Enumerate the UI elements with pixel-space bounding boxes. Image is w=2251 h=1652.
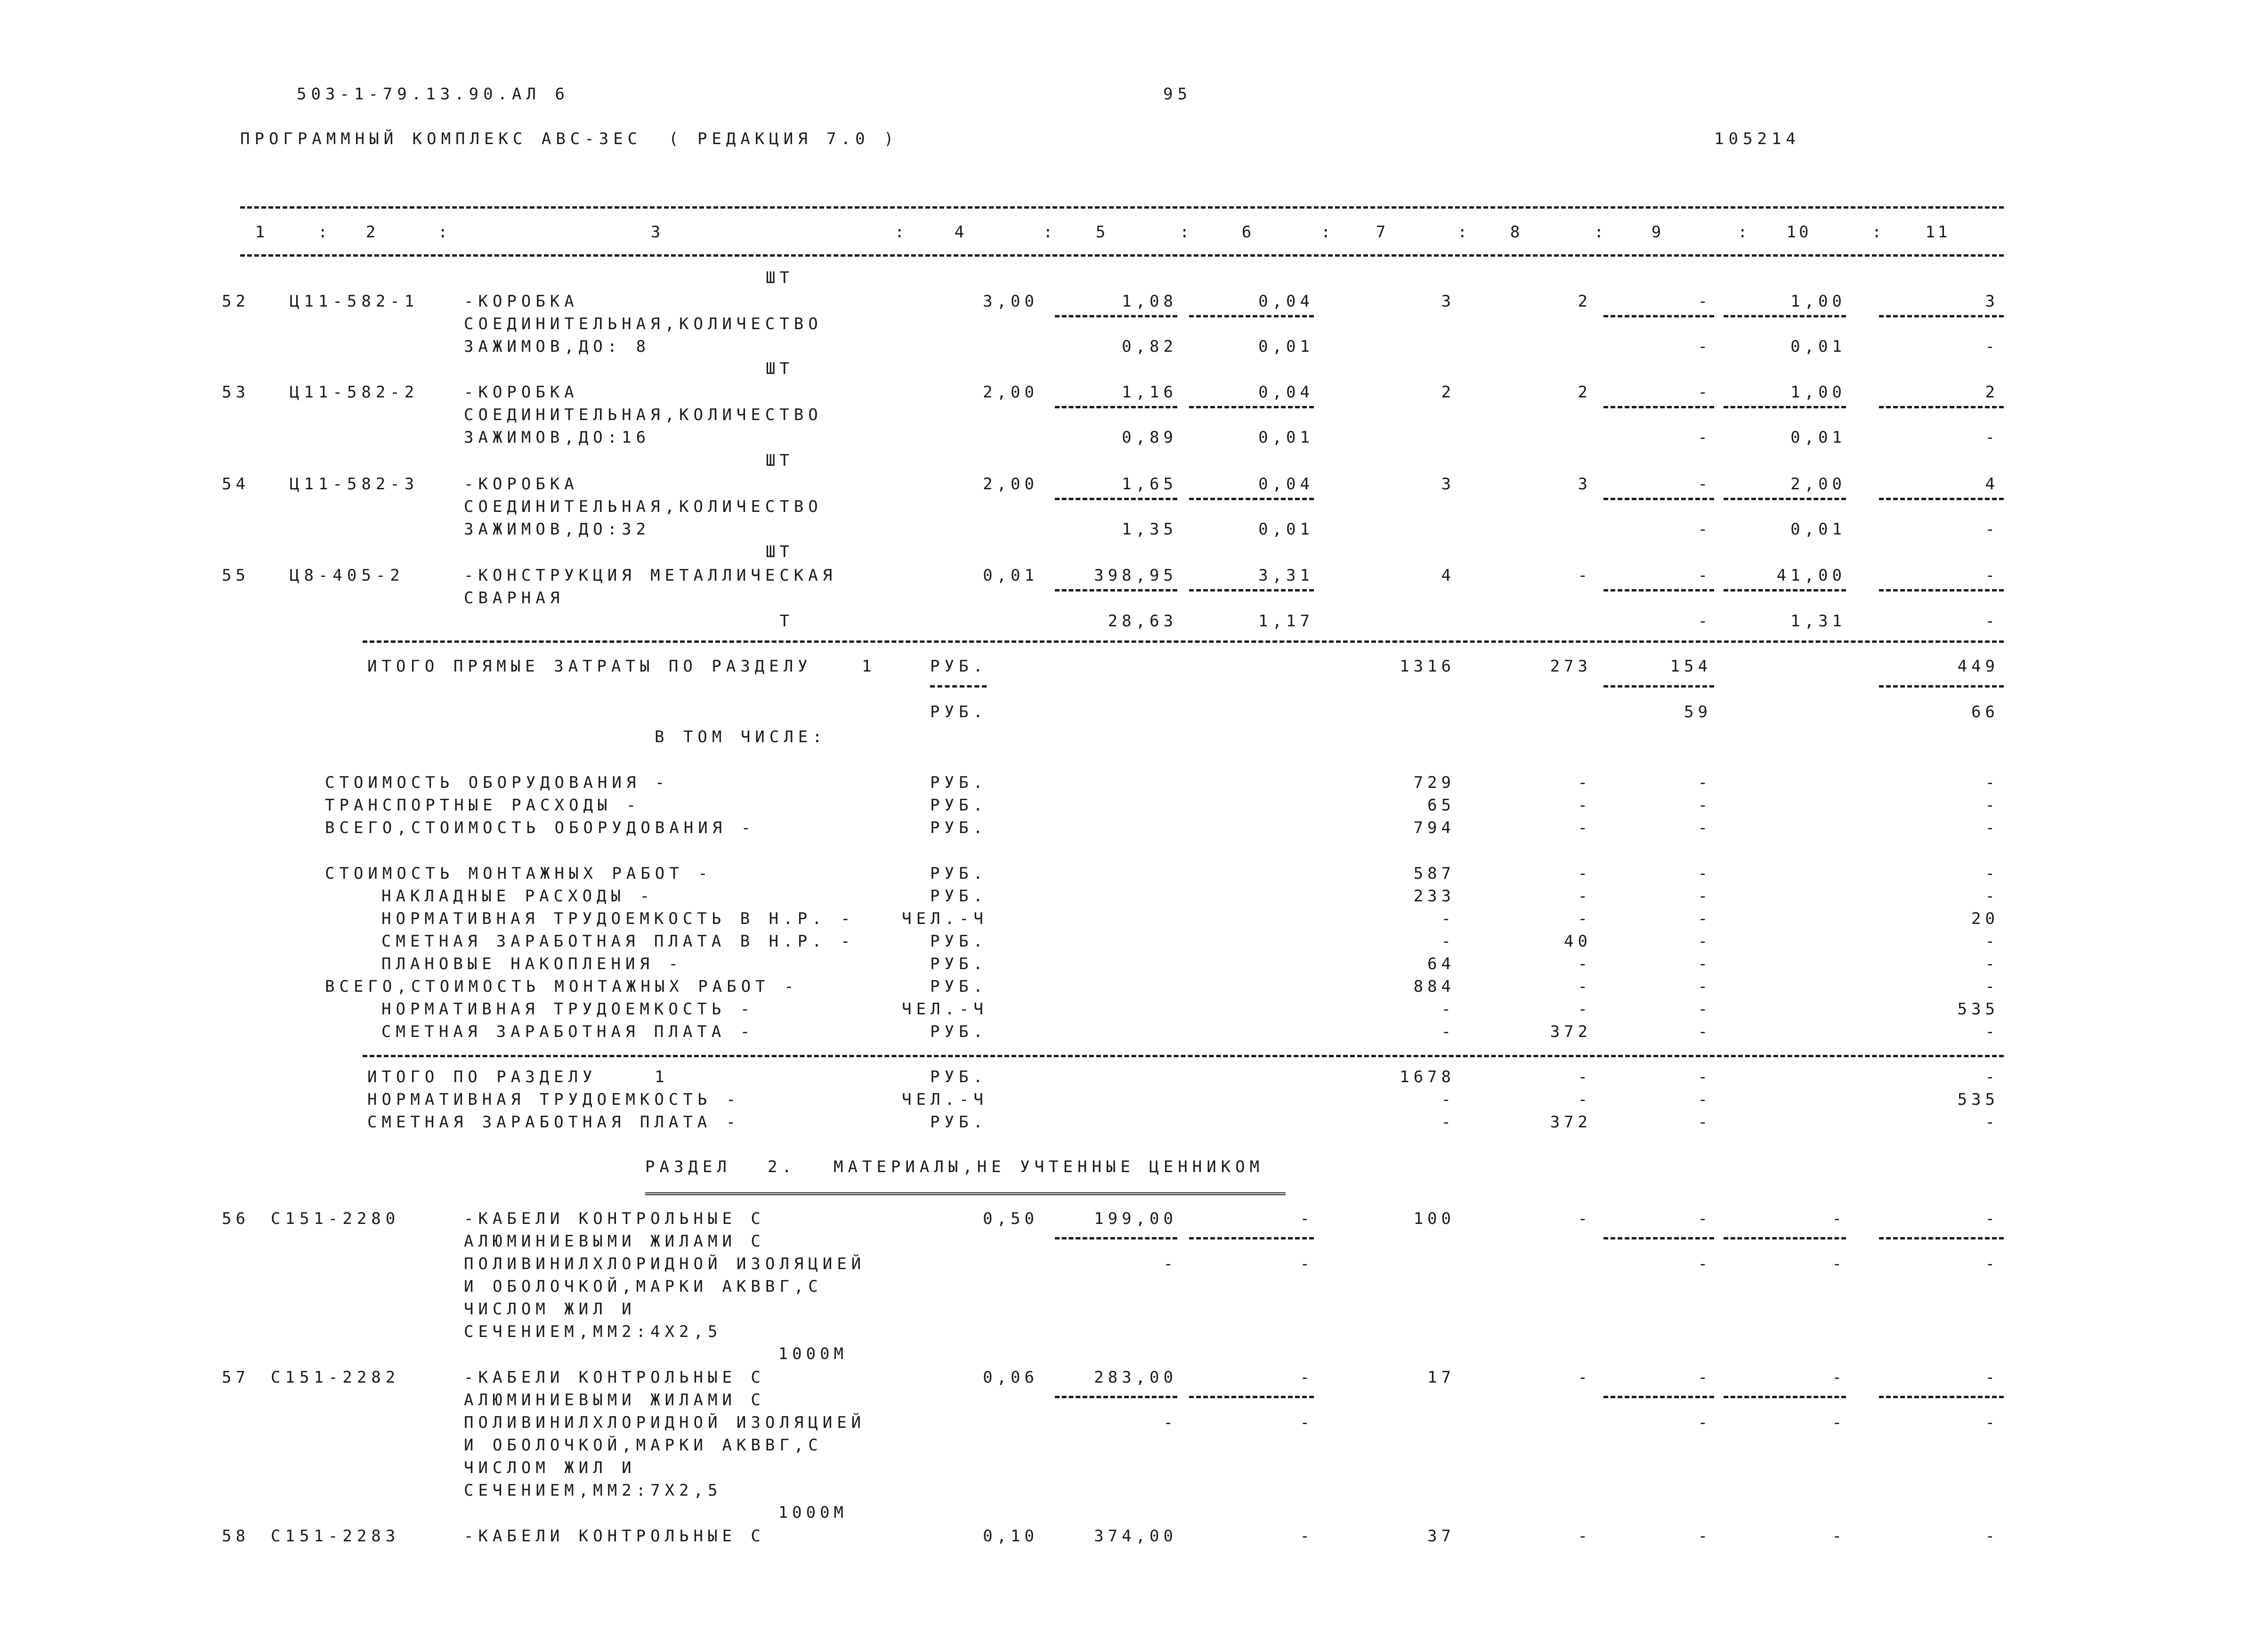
subcell-c6: 0,01: [1258, 337, 1314, 356]
cell-c10: 41,00: [1776, 566, 1846, 585]
summary-c9: -: [1698, 864, 1712, 883]
unit-label: РУБ.: [930, 932, 988, 951]
subcell-c6: 1,17: [1258, 612, 1314, 631]
cell-rule: [1603, 685, 1714, 688]
summary-c8: -: [1578, 864, 1592, 883]
row-number: 57: [222, 1368, 250, 1387]
cell-rule: [1055, 406, 1177, 408]
summary-label: ТРАНСПОРТНЫЕ РАСХОДЫ -: [325, 796, 641, 815]
cell-c6: 0,04: [1258, 475, 1314, 494]
summary-label: НОРМАТИВНАЯ ТРУДОЕМКОСТЬ -: [381, 1000, 755, 1019]
column-header-7: 7: [1376, 223, 1389, 242]
subcell-c9: -: [1698, 337, 1712, 356]
cell-rule: [1879, 589, 2004, 591]
cell-c10: 2,00: [1790, 475, 1846, 494]
summary-c11: -: [1985, 955, 1999, 973]
item-name-line: ПОЛИВИНИЛХЛОРИДНОЙ ИЗОЛЯЦИЕЙ: [464, 1255, 866, 1273]
cell-c6: -: [1300, 1368, 1314, 1387]
section-summary-c11: 535: [1957, 1090, 1999, 1109]
subcell-c9: -: [1698, 612, 1712, 631]
total-c8: 273: [1550, 657, 1592, 676]
section-summary-c11: -: [1985, 1113, 1999, 1132]
item-name-line: ЧИСЛОМ ЖИЛ И: [464, 1458, 636, 1477]
cell-c5: 1,65: [1122, 475, 1177, 494]
price-code: Ц11-582-3: [290, 475, 419, 494]
cell-c5: 398,95: [1094, 566, 1177, 585]
summary-c8: 372: [1550, 1022, 1592, 1041]
summary-c7: 65: [1427, 796, 1455, 815]
summary-c11: -: [1985, 864, 1999, 883]
summary-label: СТОИМОСТЬ МОНТАЖНЫХ РАБОТ -: [325, 864, 713, 883]
row-number: 55: [222, 566, 250, 585]
cell-rule: [1603, 315, 1714, 317]
unit-label: ШТ: [766, 359, 794, 378]
column-header-4: 4: [954, 223, 967, 242]
price-code: Ц11-582-2: [290, 383, 419, 402]
cell-rule: [1879, 406, 2004, 408]
item-name-line: АЛЮМИНИЕВЫМИ ЖИЛАМИ С: [464, 1232, 765, 1251]
item-name-line: И ОБОЛОЧКОЙ,МАРКИ АКВВГ,С: [464, 1436, 823, 1455]
cell-rule: [1724, 1396, 1846, 1398]
price-code: Ц11-582-1: [290, 292, 419, 311]
cell-rule: [1055, 1237, 1177, 1239]
cell-c11: -: [1985, 1368, 1999, 1387]
item-name-line: ПОЛИВИНИЛХЛОРИДНОЙ ИЗОЛЯЦИЕЙ: [464, 1413, 866, 1432]
summary-c8: -: [1578, 1000, 1592, 1019]
cell-c9: -: [1698, 292, 1712, 311]
section-summary-c8: -: [1578, 1090, 1592, 1109]
unit-label: РУБ.: [930, 703, 988, 721]
unit-label: РУБ.: [930, 864, 988, 883]
summary-label: НОРМАТИВНАЯ ТРУДОЕМКОСТЬ В Н.Р. -: [381, 909, 855, 928]
subcell-c10: 0,01: [1790, 520, 1846, 539]
row-number: 54: [222, 475, 250, 494]
item-name-line: СОЕДИНИТЕЛЬНАЯ,КОЛИЧЕСТВО: [464, 315, 823, 333]
cell-rule: [1189, 1237, 1314, 1239]
unit-label: РУБ.: [930, 657, 988, 676]
total-c9: 154: [1670, 657, 1712, 676]
summary-c11: -: [1985, 1022, 1999, 1041]
total-sub-c11: 66: [1971, 703, 1999, 721]
summary-c9: -: [1698, 1000, 1712, 1019]
header-bottom-rule: [240, 254, 2004, 257]
doc-number: 105214: [1714, 130, 1800, 148]
summary-c7: 794: [1413, 818, 1455, 837]
unit-label: ШТ: [766, 268, 794, 287]
cell-c9: -: [1698, 475, 1712, 494]
cell-c4: 3,00: [983, 292, 1038, 311]
summary-label: СМЕТНАЯ ЗАРАБОТНАЯ ПЛАТА -: [381, 1022, 755, 1041]
summary-c7: -: [1441, 1000, 1455, 1019]
column-separator: :: [438, 223, 453, 242]
cell-c11: 2: [1985, 383, 1999, 402]
cell-rule: [1055, 315, 1177, 317]
cell-c11: -: [1985, 1209, 1999, 1228]
unit-label: РУБ.: [930, 818, 988, 837]
cell-c7: 2: [1441, 383, 1455, 402]
cell-rule: [1879, 1396, 2004, 1398]
column-header-5: 5: [1095, 223, 1109, 242]
cell-rule: [1724, 1237, 1846, 1239]
summary-c9: -: [1698, 977, 1712, 996]
price-code: С151-2283: [271, 1527, 400, 1546]
item-name-line: -КОРОБКА: [464, 383, 579, 402]
subcell-c10: 0,01: [1790, 428, 1846, 447]
cell-c7: 17: [1427, 1368, 1455, 1387]
item-name-line: ЗАЖИМОВ,ДО: 8: [464, 337, 651, 356]
cell-c8: 3: [1578, 475, 1592, 494]
cell-c8: -: [1578, 566, 1592, 585]
row-number: 58: [222, 1527, 250, 1546]
summary-c7: 64: [1427, 955, 1455, 973]
summary-c11: -: [1985, 932, 1999, 951]
item-name-line: -КАБЕЛИ КОНТРОЛЬНЫЕ С: [464, 1209, 765, 1228]
summary-c9: -: [1698, 909, 1712, 928]
price-code: Ц8-405-2: [290, 566, 405, 585]
row-number: 52: [222, 292, 250, 311]
cell-c9: -: [1698, 1368, 1712, 1387]
section-summary-c9: -: [1698, 1068, 1712, 1086]
cell-rule: [1724, 498, 1846, 500]
unit-label: ЧЕЛ.-Ч: [902, 1090, 988, 1109]
program-name: ПРОГРАММНЫЙ КОМПЛЕКС АВС-3ЕС: [240, 130, 642, 148]
subcell-c9: -: [1698, 428, 1712, 447]
page-number: 95: [1163, 85, 1192, 104]
cell-c5: 283,00: [1094, 1368, 1177, 1387]
item-name-line: -КОРОБКА: [464, 475, 579, 494]
summary-c7: 233: [1413, 887, 1455, 906]
summary-c9: -: [1698, 1022, 1712, 1041]
unit-label: ШТ: [766, 543, 794, 561]
subcell-c6: 0,01: [1258, 428, 1314, 447]
column-separator: :: [1180, 223, 1194, 242]
cell-c7: 37: [1427, 1527, 1455, 1546]
column-header-2: 2: [365, 223, 379, 242]
summary-c8: -: [1578, 773, 1592, 792]
subcell-c11: -: [1985, 428, 1999, 447]
item-name-line: -КАБЕЛИ КОНТРОЛЬНЫЕ С: [464, 1368, 765, 1387]
cell-rule: [1879, 498, 2004, 500]
column-header-9: 9: [1651, 223, 1664, 242]
item-name-line: ЗАЖИМОВ,ДО:16: [464, 428, 651, 447]
cell-rule: [1189, 406, 1314, 408]
cell-rule: [1055, 498, 1177, 500]
cell-rule: [1603, 589, 1714, 591]
subcell-c6: 0,01: [1258, 520, 1314, 539]
subcell-c11: -: [1985, 1413, 1999, 1432]
cell-rule: [1603, 1396, 1714, 1398]
item-name-line: -КОРОБКА: [464, 292, 579, 311]
cell-rule: [1724, 589, 1846, 591]
cell-rule: [1603, 1237, 1714, 1239]
section-number: 2.: [768, 1158, 796, 1176]
subcell-c9: -: [1698, 520, 1712, 539]
cell-c8: -: [1578, 1527, 1592, 1546]
cell-rule: [1879, 1237, 2004, 1239]
unit-label: РУБ.: [930, 1068, 988, 1086]
column-header-11: 11: [1925, 223, 1951, 242]
subcell-c11: -: [1985, 1255, 1999, 1273]
cell-c5: 199,00: [1094, 1209, 1177, 1228]
cell-c7: 3: [1441, 475, 1455, 494]
summary-c8: -: [1578, 909, 1592, 928]
cell-c10: 1,00: [1790, 383, 1846, 402]
subcell-c5: 0,89: [1122, 428, 1177, 447]
section-summary-c7: 1678: [1400, 1068, 1455, 1086]
cell-c7: 4: [1441, 566, 1455, 585]
section-summary-c11: -: [1985, 1068, 1999, 1086]
summary-c8: -: [1578, 887, 1592, 906]
summary-c11: -: [1985, 818, 1999, 837]
section-summary-c9: -: [1698, 1113, 1712, 1132]
summary-c7: -: [1441, 909, 1455, 928]
unit-label: РУБ.: [930, 1022, 988, 1041]
unit-label: РУБ.: [930, 887, 988, 906]
item-name-line: СЕЧЕНИЕМ,ММ2:4Х2,5: [464, 1322, 722, 1341]
subcell-c10: 0,01: [1790, 337, 1846, 356]
summary-label: ВСЕГО,СТОИМОСТЬ ОБОРУДОВАНИЯ -: [325, 818, 756, 837]
summary-c11: -: [1985, 773, 1999, 792]
column-header-6: 6: [1241, 223, 1255, 242]
summary-c11: -: [1985, 887, 1999, 906]
section-summary-label: СМЕТНАЯ ЗАРАБОТНАЯ ПЛАТА -: [367, 1113, 741, 1132]
column-separator: :: [1738, 223, 1752, 242]
subcell-c9: -: [1698, 1255, 1712, 1273]
cell-rule: [1724, 406, 1846, 408]
cell-c4: 0,01: [983, 566, 1038, 585]
subcell-c10: -: [1832, 1413, 1846, 1432]
cell-c11: 4: [1985, 475, 1999, 494]
subcell-c5: -: [1163, 1413, 1177, 1432]
cell-c11: 3: [1985, 292, 1999, 311]
summary-label: ПЛАНОВЫЕ НАКОПЛЕНИЯ -: [381, 955, 683, 973]
cell-c6: -: [1300, 1209, 1314, 1228]
summary-c11: 535: [1957, 1000, 1999, 1019]
cell-c9: -: [1698, 1209, 1712, 1228]
price-code: С151-2282: [271, 1368, 400, 1387]
summary-label: ВСЕГО,СТОИМОСТЬ МОНТАЖНЫХ РАБОТ -: [325, 977, 799, 996]
cell-rule: [1724, 315, 1846, 317]
cell-c4: 2,00: [983, 383, 1038, 402]
cell-c9: -: [1698, 383, 1712, 402]
cell-c8: 2: [1578, 292, 1592, 311]
cell-c8: -: [1578, 1209, 1592, 1228]
column-separator: :: [895, 223, 909, 242]
subcell-c5: 0,82: [1122, 337, 1177, 356]
cell-c4: 0,06: [983, 1368, 1038, 1387]
summary-c9: -: [1698, 955, 1712, 973]
unit-label: РУБ.: [930, 773, 988, 792]
column-header-3: 3: [650, 223, 664, 242]
cell-c8: 2: [1578, 383, 1592, 402]
unit-label: РУБ.: [930, 955, 988, 973]
cell-c11: -: [1985, 566, 1999, 585]
unit-label: ШТ: [766, 451, 794, 470]
cell-rule: [1189, 1396, 1314, 1398]
column-separator: :: [1457, 223, 1472, 242]
cell-c10: -: [1832, 1527, 1846, 1546]
summary-c7: -: [1441, 1022, 1455, 1041]
total-c11: 449: [1957, 657, 1999, 676]
summary-c7: -: [1441, 932, 1455, 951]
unit-label: 1000М: [778, 1503, 848, 1522]
item-name-line: И ОБОЛОЧКОЙ,МАРКИ АКВВГ,С: [464, 1277, 823, 1296]
table-top-rule: [240, 206, 2004, 209]
subcell-c10: 1,31: [1790, 612, 1846, 631]
summary-c9: -: [1698, 796, 1712, 815]
cell-c10: -: [1832, 1368, 1846, 1387]
cell-rule: [1603, 406, 1714, 408]
cell-rule: [1879, 315, 2004, 317]
section-label: РАЗДЕЛ: [645, 1158, 731, 1176]
subcell-c10: -: [1832, 1255, 1846, 1273]
cell-c5: 1,16: [1122, 383, 1177, 402]
item-name-line: -КАБЕЛИ КОНТРОЛЬНЫЕ С: [464, 1527, 765, 1546]
cell-c5: 374,00: [1094, 1527, 1177, 1546]
summary-label: НАКЛАДНЫЕ РАСХОДЫ -: [381, 887, 654, 906]
program-edition: ( РЕДАКЦИЯ 7.0 ): [669, 130, 899, 148]
summary-c11: -: [1985, 977, 1999, 996]
subcell-c5: 1,35: [1122, 520, 1177, 539]
cell-c5: 1,08: [1122, 292, 1177, 311]
subcell-c6: -: [1300, 1255, 1314, 1273]
subcell-c9: -: [1698, 1413, 1712, 1432]
subcell-c5: -: [1163, 1255, 1177, 1273]
section-title-rule: [645, 1192, 1286, 1195]
cell-c10: 1,00: [1790, 292, 1846, 311]
unit-label: ЧЕЛ.-Ч: [902, 909, 988, 928]
section-total-rule: [363, 640, 2004, 643]
doc-code: 503-1-79.13.90.АЛ 6: [297, 85, 569, 104]
column-header-1: 1: [255, 223, 268, 242]
item-name-line: СЕЧЕНИЕМ,ММ2:7Х2,5: [464, 1481, 722, 1500]
cell-c9: -: [1698, 1527, 1712, 1546]
row-number: 56: [222, 1209, 250, 1228]
summary-c7: 729: [1413, 773, 1455, 792]
cell-c4: 0,10: [983, 1527, 1038, 1546]
column-separator: :: [1872, 223, 1887, 242]
column-separator: :: [1043, 223, 1058, 242]
cell-rule: [1055, 1396, 1177, 1398]
cell-rule: [930, 685, 987, 688]
cell-c9: -: [1698, 566, 1712, 585]
section-total-number: 1: [862, 657, 876, 676]
column-separator: :: [1594, 223, 1609, 242]
item-name-line: АЛЮМИНИЕВЫМИ ЖИЛАМИ С: [464, 1391, 765, 1409]
subcell-c11: -: [1985, 520, 1999, 539]
subcell-c6: -: [1300, 1413, 1314, 1432]
cell-c6: 0,04: [1258, 292, 1314, 311]
cell-c8: -: [1578, 1368, 1592, 1387]
summary-label: СТОИМОСТЬ ОБОРУДОВАНИЯ -: [325, 773, 670, 792]
summary-c9: -: [1698, 818, 1712, 837]
cell-rule: [1055, 589, 1177, 591]
column-separator: :: [1321, 223, 1336, 242]
summary-c8: -: [1578, 955, 1592, 973]
item-name-line: СОЕДИНИТЕЛЬНАЯ,КОЛИЧЕСТВО: [464, 405, 823, 424]
cell-c4: 2,00: [983, 475, 1038, 494]
including-label: В ТОМ ЧИСЛЕ:: [655, 728, 827, 746]
section-summary-c7: -: [1441, 1090, 1455, 1109]
unit-label: РУБ.: [930, 1113, 988, 1132]
column-separator: :: [318, 223, 332, 242]
summary-c9: -: [1698, 773, 1712, 792]
section-summary-c9: -: [1698, 1090, 1712, 1109]
price-code: С151-2280: [271, 1209, 400, 1228]
summary-c11: 20: [1971, 909, 1999, 928]
cell-c6: 0,04: [1258, 383, 1314, 402]
section-summary-c7: -: [1441, 1113, 1455, 1132]
summary-c9: -: [1698, 887, 1712, 906]
subcell-c11: -: [1985, 337, 1999, 356]
column-header-10: 10: [1786, 223, 1812, 242]
summary-c9: -: [1698, 932, 1712, 951]
section-summary-number: 1: [655, 1068, 669, 1086]
cell-rule: [1189, 498, 1314, 500]
total-c7: 1316: [1400, 657, 1455, 676]
section-summary-rule: [363, 1055, 2004, 1057]
cell-c7: 100: [1413, 1209, 1455, 1228]
summary-c7: 587: [1413, 864, 1455, 883]
item-name-line: СВАРНАЯ: [464, 589, 565, 607]
unit-label: РУБ.: [930, 796, 988, 815]
total-sub-c9: 59: [1684, 703, 1712, 721]
cell-c10: -: [1832, 1209, 1846, 1228]
item-name-line: -КОНСТРУКЦИЯ МЕТАЛЛИЧЕСКАЯ: [464, 566, 837, 585]
summary-c8: -: [1578, 796, 1592, 815]
cell-rule: [1603, 498, 1714, 500]
unit-label: Т: [779, 612, 794, 631]
subcell-c5: 28,63: [1108, 612, 1177, 631]
item-name-line: ЧИСЛОМ ЖИЛ И: [464, 1300, 636, 1319]
cell-rule: [1189, 315, 1314, 317]
summary-label: СМЕТНАЯ ЗАРАБОТНАЯ ПЛАТА В Н.Р. -: [381, 932, 855, 951]
unit-label: РУБ.: [930, 977, 988, 996]
summary-c8: -: [1578, 818, 1592, 837]
section-summary-label: ИТОГО ПО РАЗДЕЛУ: [367, 1068, 597, 1086]
cell-c7: 3: [1441, 292, 1455, 311]
item-name-line: СОЕДИНИТЕЛЬНАЯ,КОЛИЧЕСТВО: [464, 497, 823, 516]
section-summary-label: НОРМАТИВНАЯ ТРУДОЕМКОСТЬ -: [367, 1090, 741, 1109]
section-summary-c8: 372: [1550, 1113, 1592, 1132]
cell-rule: [1189, 589, 1314, 591]
section-summary-c8: -: [1578, 1068, 1592, 1086]
cell-c4: 0,50: [983, 1209, 1038, 1228]
cell-rule: [1879, 685, 2004, 688]
cell-c6: -: [1300, 1527, 1314, 1546]
item-name-line: ЗАЖИМОВ,ДО:32: [464, 520, 651, 539]
summary-c8: -: [1578, 977, 1592, 996]
cell-c6: 3,31: [1258, 566, 1314, 585]
column-header-8: 8: [1510, 223, 1523, 242]
subcell-c11: -: [1985, 612, 1999, 631]
summary-c8: 40: [1564, 932, 1592, 951]
section-title: МАТЕРИАЛЫ,НЕ УЧТЕННЫЕ ЦЕННИКОМ: [834, 1158, 1264, 1176]
unit-label: ЧЕЛ.-Ч: [902, 1000, 988, 1019]
cell-c11: -: [1985, 1527, 1999, 1546]
summary-c11: -: [1985, 796, 1999, 815]
row-number: 53: [222, 383, 250, 402]
summary-c7: 884: [1413, 977, 1455, 996]
unit-label: 1000М: [778, 1344, 848, 1363]
section-total-label: ИТОГО ПРЯМЫЕ ЗАТРАТЫ ПО РАЗДЕЛУ: [367, 657, 812, 676]
